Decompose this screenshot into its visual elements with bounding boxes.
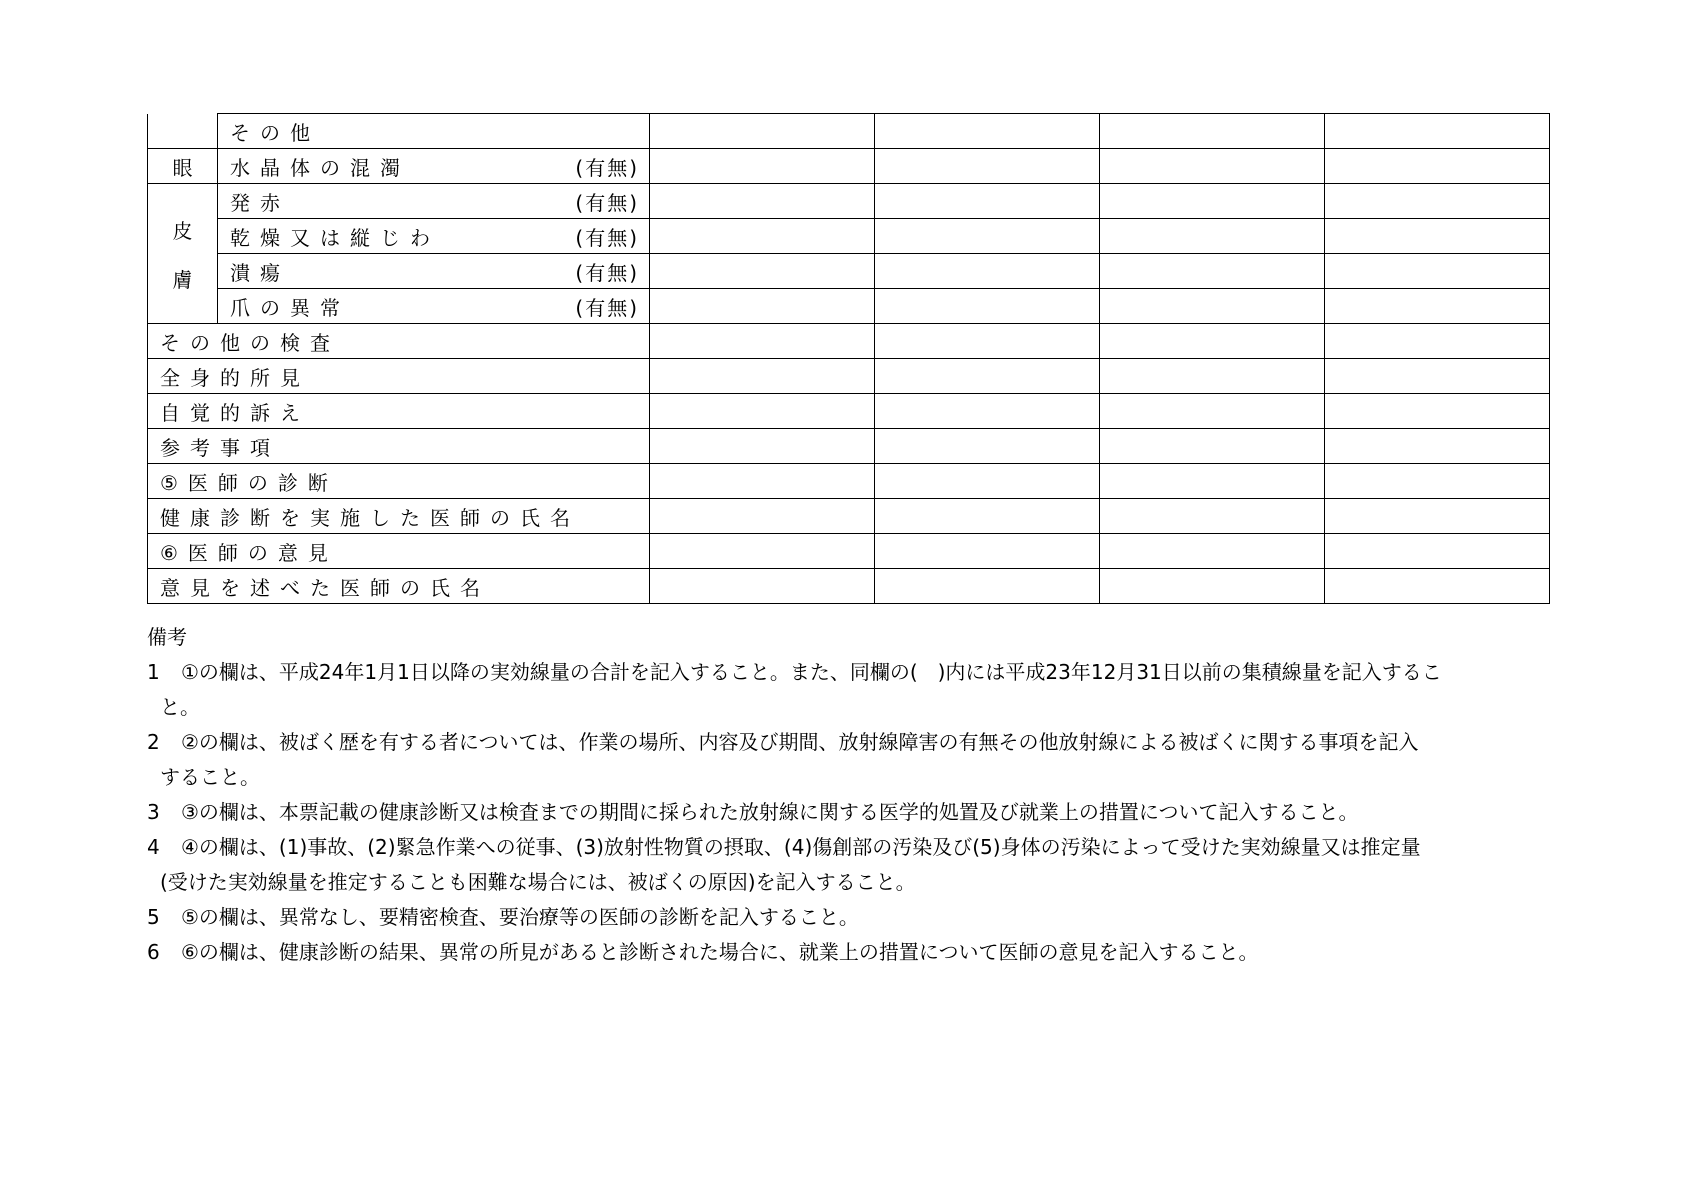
table-row: [148, 429, 1550, 464]
label-cell: [148, 464, 650, 499]
value-cell[interactable]: [1100, 254, 1325, 289]
row-label: 爪の異常: [230, 295, 350, 320]
value-cell[interactable]: [650, 394, 875, 429]
remark-number: 4: [147, 835, 160, 859]
remarks-section: [147, 620, 1552, 970]
value-cell[interactable]: [1100, 429, 1325, 464]
value-cell[interactable]: [650, 149, 875, 184]
value-cell[interactable]: [875, 219, 1100, 254]
label-cell: [218, 254, 650, 289]
value-cell[interactable]: [1100, 324, 1325, 359]
table-row: [148, 254, 1550, 289]
row-label: 発赤: [230, 190, 290, 215]
remark-text: ③の欄は、本票記載の健康診断又は検査までの期間に採られた放射線に関する医学的処置及び就業上の措置について記入すること。: [181, 800, 1359, 824]
value-cell[interactable]: [875, 499, 1100, 534]
table-row: [148, 219, 1550, 254]
label-cell: [148, 534, 650, 569]
remark-continuation: と。: [160, 695, 200, 719]
label-cell: [218, 219, 650, 254]
remark-item: [147, 935, 1552, 970]
value-cell[interactable]: [650, 254, 875, 289]
row-label: その他: [230, 120, 320, 145]
remark-number: 5: [147, 905, 160, 929]
row-label: 健康診断を実施した医師の氏名: [160, 505, 580, 530]
table-row: [148, 569, 1550, 604]
value-cell[interactable]: [650, 324, 875, 359]
value-cell[interactable]: [875, 394, 1100, 429]
value-cell[interactable]: [1100, 394, 1325, 429]
value-cell[interactable]: [875, 464, 1100, 499]
value-cell[interactable]: [1100, 219, 1325, 254]
remarks-heading: 備考: [147, 625, 187, 649]
value-cell[interactable]: [1325, 289, 1550, 324]
value-cell[interactable]: [1100, 534, 1325, 569]
remark-continuation: すること。: [160, 765, 260, 789]
table-row: [148, 289, 1550, 324]
row-label: 乾燥又は縦じわ: [230, 225, 440, 250]
value-cell[interactable]: [875, 534, 1100, 569]
value-cell[interactable]: [1325, 464, 1550, 499]
group-label-char: 膚: [172, 267, 193, 292]
remark-continuation: (受けた実効線量を推定することも困難な場合には、被ばくの原因)を記入すること。: [160, 870, 916, 894]
remark-text: ⑤の欄は、異常なし、要精密検査、要治療等の医師の診断を記入すること。: [181, 905, 859, 929]
value-cell[interactable]: [650, 289, 875, 324]
table-row: [148, 149, 1550, 184]
remark-text: ②の欄は、被ばく歴を有する者については、作業の場所、内容及び期間、放射線障害の有無その他放射線による被ばくに関する事項を記入: [181, 730, 1419, 754]
value-cell[interactable]: [875, 184, 1100, 219]
presence-suffix: (有無): [575, 260, 639, 285]
value-cell[interactable]: [1325, 184, 1550, 219]
value-cell[interactable]: [1325, 219, 1550, 254]
remark-number: 1: [147, 660, 160, 684]
value-cell[interactable]: [1100, 359, 1325, 394]
remark-item: [147, 900, 1552, 935]
value-cell[interactable]: [875, 114, 1100, 149]
value-cell[interactable]: [1325, 324, 1550, 359]
table-row: [148, 464, 1550, 499]
value-cell[interactable]: [1325, 394, 1550, 429]
value-cell[interactable]: [650, 464, 875, 499]
remark-number: 2: [147, 730, 160, 754]
value-cell[interactable]: [875, 324, 1100, 359]
row-label: 潰瘍: [230, 260, 290, 285]
label-cell: [148, 569, 650, 604]
presence-suffix: (有無): [575, 225, 639, 250]
remark-item: [147, 830, 1552, 865]
value-cell[interactable]: [1325, 359, 1550, 394]
value-cell[interactable]: [1325, 149, 1550, 184]
row-label: ⑥医師の意見: [160, 540, 338, 565]
label-cell: [218, 149, 650, 184]
value-cell[interactable]: [875, 254, 1100, 289]
label-cell: [148, 359, 650, 394]
group-skin: [148, 184, 218, 324]
value-cell[interactable]: [1325, 499, 1550, 534]
value-cell[interactable]: [650, 184, 875, 219]
group-eye: 眼: [148, 149, 218, 184]
value-cell[interactable]: [875, 289, 1100, 324]
value-cell[interactable]: [875, 429, 1100, 464]
table-row: [148, 394, 1550, 429]
table-row: [148, 324, 1550, 359]
row-label: 自覚的訴え: [160, 400, 310, 425]
label-cell: [218, 114, 650, 149]
label-cell: [148, 394, 650, 429]
health-exam-table: [147, 113, 1550, 604]
row-label: その他の検査: [160, 330, 340, 355]
table-row: [148, 499, 1550, 534]
value-cell[interactable]: [1325, 534, 1550, 569]
value-cell[interactable]: [650, 534, 875, 569]
value-cell[interactable]: [650, 114, 875, 149]
remark-number: 3: [147, 800, 160, 824]
group-label-char: 皮: [172, 218, 193, 243]
remark-text: ④の欄は、(1)事故、(2)緊急作業への従事、(3)放射性物質の摂取、(4)傷創部の汚染及び(5)身体の汚染によって受けた実効線量又は推定量: [181, 835, 1421, 859]
row-label: 水晶体の混濁: [230, 155, 410, 180]
table-row: [148, 114, 1550, 149]
label-cell: [148, 499, 650, 534]
remark-item: [147, 725, 1552, 760]
value-cell[interactable]: [875, 569, 1100, 604]
value-cell[interactable]: [650, 219, 875, 254]
value-cell[interactable]: [650, 429, 875, 464]
remark-item: [147, 795, 1552, 830]
value-cell[interactable]: [875, 359, 1100, 394]
value-cell[interactable]: [1100, 149, 1325, 184]
label-cell: [148, 429, 650, 464]
presence-suffix: (有無): [575, 155, 639, 180]
value-cell[interactable]: [1100, 569, 1325, 604]
remark-number: 6: [147, 940, 160, 964]
value-cell[interactable]: [875, 149, 1100, 184]
value-cell[interactable]: [1325, 114, 1550, 149]
value-cell[interactable]: [1325, 429, 1550, 464]
value-cell[interactable]: [1100, 184, 1325, 219]
remark-text: ①の欄は、平成24年1月1日以降の実効線量の合計を記入すること。また、同欄の( )内には平成23年12月31日以前の集積線量を記入するこ: [181, 660, 1442, 684]
row-label: ⑤医師の診断: [160, 470, 338, 495]
value-cell[interactable]: [1100, 114, 1325, 149]
table-row: [148, 184, 1550, 219]
group-blank: [148, 114, 218, 149]
value-cell[interactable]: [1100, 464, 1325, 499]
table-row: [148, 359, 1550, 394]
value-cell[interactable]: [650, 499, 875, 534]
value-cell[interactable]: [1325, 254, 1550, 289]
value-cell[interactable]: [1325, 569, 1550, 604]
label-cell: [218, 289, 650, 324]
row-label: 意見を述べた医師の氏名: [160, 575, 490, 600]
value-cell[interactable]: [1100, 499, 1325, 534]
row-label: 全身的所見: [160, 365, 310, 390]
table-row: [148, 534, 1550, 569]
value-cell[interactable]: [650, 569, 875, 604]
value-cell[interactable]: [1100, 289, 1325, 324]
remark-text: ⑥の欄は、健康診断の結果、異常の所見があると診断された場合に、就業上の措置について医師の意見を記入すること。: [181, 940, 1259, 964]
value-cell[interactable]: [650, 359, 875, 394]
remark-item: [147, 655, 1552, 690]
label-cell: [148, 324, 650, 359]
label-cell: [218, 184, 650, 219]
row-label: 参考事項: [160, 435, 280, 460]
presence-suffix: (有無): [575, 295, 639, 320]
presence-suffix: (有無): [575, 190, 639, 215]
